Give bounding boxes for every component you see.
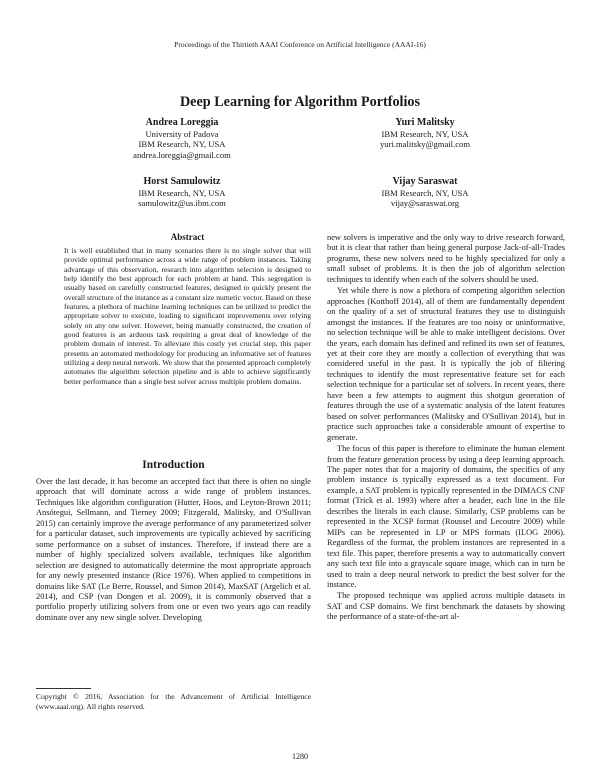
author-email: andrea.loreggia@gmail.com (133, 149, 231, 160)
author-block-loreggia (72, 117, 292, 160)
author-name: Vijay Saraswat (392, 176, 458, 187)
body-paragraph: new solvers is imperative and the only way to drive research forward, but it is clear that rather than being general purpose Jack-of-all-Trades programs, these new solvers need to be highly specialized for only a small subset of problems. It is then the job of algorithm selection techniques to identify when each of the solvers should be used. (327, 233, 565, 284)
author-email: vijay@saraswat.org (390, 198, 460, 209)
author-affiliation: University of Padova (145, 129, 219, 139)
body-paragraph: Yet while there is now a plethora of competing algorithm selection approaches (Kotthoff 2014), all of them are fundamentally dependent on the quality of a set of structural features they use to distinguish amongst the instances. If the features are too noisy or uninformative, no selection technique will be able to make intelligent decisions. Over the years, each domain has defined and refined its own set of features, yet at their core they are mostly a collection of everything that was considered useful in the past. It is typically the job of filtering techniques to identify the most representative feature set for each selection technique for a particular set of solvers. In recent years, there have been a few attempts to augment this shotgun generation of features through the use of a systematic analysis of the latent features based on solver performances (Malitsky and O'Sullivan 2014), but in practice such approaches take a considerable amount of expertise to generate. (327, 286, 565, 442)
author-affiliation: IBM Research, NY, USA (381, 129, 469, 139)
author-name: Yuri Malitsky (395, 117, 455, 128)
author-affiliation: IBM Research, NY, USA (138, 139, 226, 150)
abstract-heading: Abstract (170, 232, 205, 242)
paper-title: Deep Learning for Algorithm Portfolios (179, 94, 421, 110)
author-name: Horst Samulowitz (143, 176, 221, 187)
copyright-notice: Copyright © 2016, Association for the Advancement of Artificial Intelligence (www.aaai.org). All rights reserved. (36, 692, 311, 711)
page-number: 1280 (292, 752, 308, 761)
author-block-malitsky (315, 117, 535, 150)
introduction-heading: Introduction (142, 459, 205, 471)
author-block-saraswat (315, 176, 535, 209)
body-paragraph: The proposed technique was applied across multiple datasets in SAT and CSP domains. We first benchmark the datasets by showing the performance of a state-of-the-art al- (327, 591, 565, 622)
right-column (327, 233, 565, 623)
running-head: Proceedings of the Thirtieth AAAI Conference on Artificial Intelligence (AAAI-16) (174, 40, 426, 49)
author-affiliation: IBM Research, NY, USA (381, 188, 469, 198)
author-name: Andrea Loreggia (145, 117, 219, 128)
author-block-samulowitz (72, 176, 292, 209)
author-email: yuri.malitsky@gmail.com (379, 139, 471, 150)
introduction-text: Over the last decade, it has become an accepted fact that there is often no single approach that will dominate across a wide range of problem instances. Techniques like algorithm configuration (Hutter, Hoos, and Leyton-Brown 2011; Ansótegui, Sellmann, and Tierney 2009; Fitzgerald, Malitsky, and O'Sullivan 2015) can certainly improve the average performance of any parameterized solver for a particular dataset, such improvements are typically achieved by sacrificing some performance on a subset of instances. Therefore, if instead there are a number of highly specialized solvers available, techniques like algorithm selection are designed to automatically determine the most appropriate approach for any newly presented instance (Rice 1976). When applied to competitions in domains like SAT (Le Berre, Roussel, and Simon 2014), MaxSAT (Argelich et al. 2014), and CSP (van Dongen et al. 2009), it is commonly observed that a portfolio properly utilizing solvers from one or even two years ago can readily dominate over any new single solver. Developing (36, 477, 311, 622)
body-paragraph: The focus of this paper is therefore to eliminate the human element from the feature generation process by using a deep learning approach. The paper notes that for a majority of domains, the specifics of any problem instance is typically expressed as a text document. For example, a SAT problem is typically represented in the DIMACS CNF format (Trick et al. 1993) where after a header, each line in the file describes the literals in each clause. Similarly, CSP problems can be represented in the XCSP format (Roussel and Lecoutre 2009) while MIPs can be represented in LP or MPS formats (ILOG 2006). Regardless of the format, the problem instances are represented in a text file. This paper, therefore presents a way to automatically convert any such text file into a grayscale square image, which can in turn be used to train a deep neural network to predict the best solver for the instance. (327, 444, 565, 589)
author-affiliation: IBM Research, NY, USA (138, 188, 226, 198)
footnote-rule (36, 688, 91, 689)
abstract-text: It is well established that in many scenarios there is no single solver that will provide optimal performance across a wide range of problem instances. Taking advantage of this observation, research into algorithm selection is designed to help identify the best approach for each problem at hand. This segregation is usually based on carefully constructed features, designed to quickly present the overall structure of the instance as a constant size numeric vector. Based on these features, a plethora of machine learning techniques can be utilized to predict the appropriate solver to execute, leading to significant improvements over relying solely on any one solver. However, being manually constructed, the creation of good features is an arduous task requiring a great deal of knowledge of the problem domain of interest. To alleviate this costly yet crucial step, this paper presents an automated methodology for producing an informative set of features utilizing a deep neural network. We show that the presented approach completely automates the algorithm selection pipeline and is able to achieve significantly better performance than a single best solver across multiple problem domains. (64, 246, 311, 386)
author-email: samulowitz@us.ibm.com (138, 198, 226, 209)
